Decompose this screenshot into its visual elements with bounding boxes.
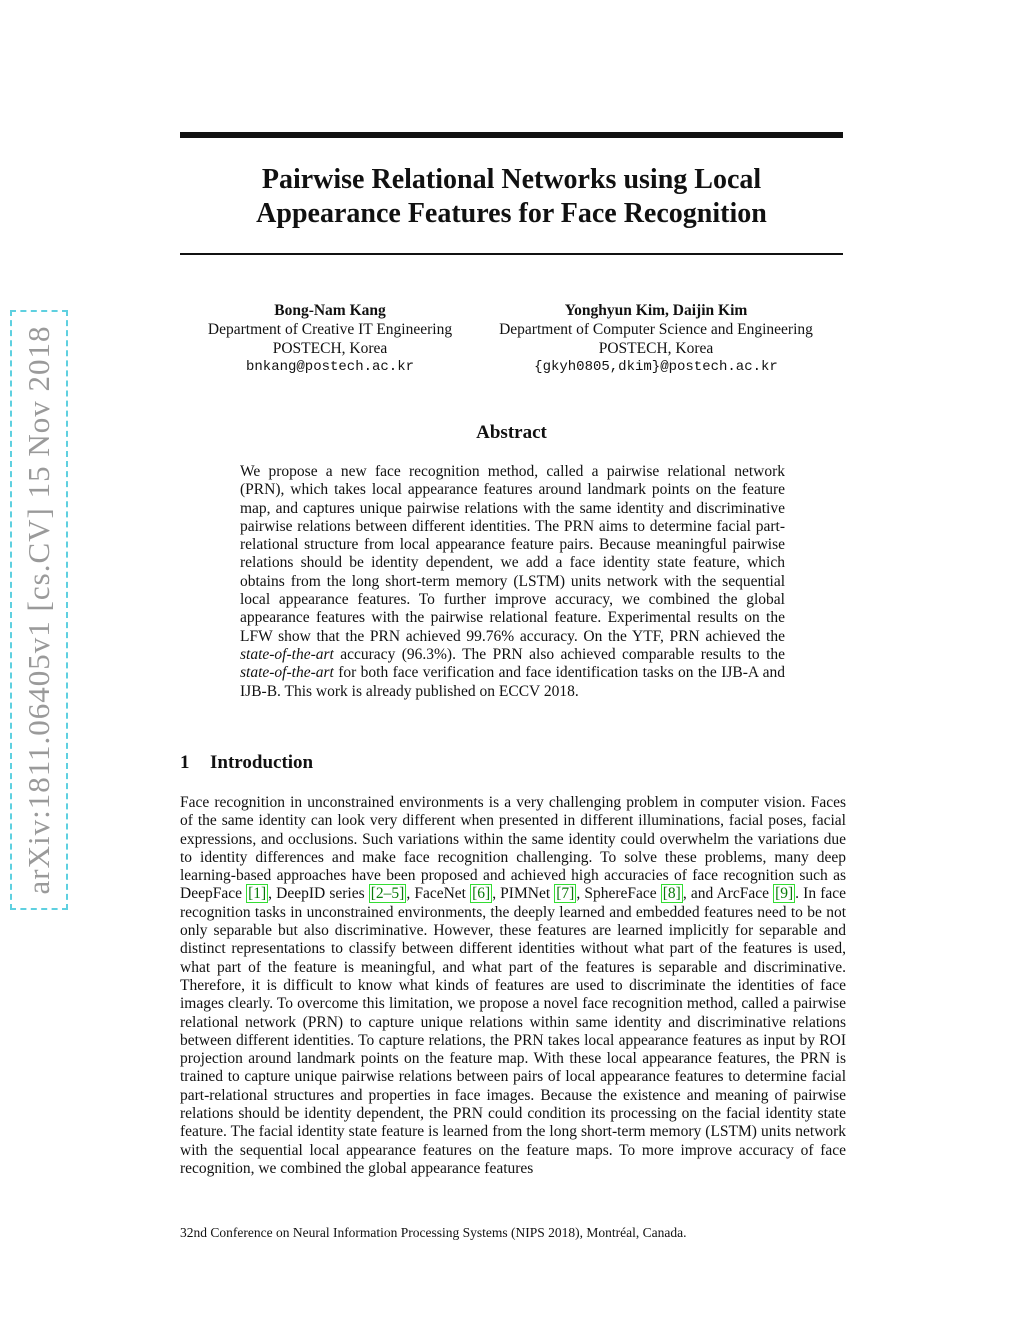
author-institution: POSTECH, Korea: [598, 340, 714, 357]
citation-link[interactable]: [1]: [248, 885, 267, 903]
intro-text: Face recognition in unconstrained environments is a very challenging problem in computer vision. Faces of the same identity can look very different when presented in different illuminations, facial poses, facial expressions, and occlusions. Such variations within the same identity could overwhelm the variations due to identity differences and make face recognition challenging. To solve these problems, many deep learning-based approaches have been proposed and achieved high accuracies of face recognition such as DeepFace: [180, 794, 846, 903]
intro-text: , FaceNet: [406, 885, 471, 903]
author-block-1: [190, 301, 470, 377]
abstract-text: for both face verification and face identification tasks on the IJB-A and IJB-B. This work is already published on ECCV 2018.: [240, 664, 785, 700]
section-title: Introduction: [210, 752, 314, 773]
title-line-2: Appearance Features for Face Recognition: [256, 198, 767, 229]
citation-link[interactable]: [8]: [662, 885, 681, 903]
author-institution: POSTECH, Korea: [272, 340, 388, 357]
author-name: Yonghyun Kim, Daijin Kim: [564, 302, 748, 319]
section-heading-introduction: [180, 752, 313, 774]
abstract-emphasis: state-of-the-art: [240, 664, 334, 682]
paper-title: [180, 163, 843, 231]
title-line-1: Pairwise Relational Networks using Local: [261, 164, 762, 195]
abstract-text: accuracy (96.3%). The PRN also achieved comparable results to the: [333, 645, 785, 663]
abstract-text: We propose a new face recognition method, called a pairwise relational network (PRN), which takes local appearance features around landmark points on the feature map, and captures unique pairwise relations with the same identity and discriminative pairwise relations between different identities. The PRN aims to determine facial part-relational structure from local appearance feature pairs. Because meaningful pairwise relations should be identity dependent, we add a face identity state feature, which obtains from the long short-term memory (LSTM) units network with the sequential local appearance features. To further improve accuracy, we combined the global appearance features with the pairwise relational feature. Experimental results on the LFW show that the PRN achieved 99.76% accuracy. On the YTF, PRN achieved the: [240, 463, 785, 645]
intro-text: , and ArcFace: [682, 885, 774, 903]
citation-link[interactable]: [7]: [556, 885, 575, 903]
author-affiliation: Department of Computer Science and Engineering: [499, 321, 813, 338]
author-name: Bong-Nam Kang: [274, 302, 386, 319]
author-affiliation: Department of Creative IT Engineering: [207, 321, 453, 338]
arxiv-stamp-text: arXiv:1811.06405v1 [cs.CV] 15 Nov 2018: [21, 325, 56, 895]
abstract-heading: Abstract: [476, 422, 547, 443]
intro-text: , DeepID series: [268, 885, 369, 903]
title-rule-bottom: [180, 253, 843, 255]
citation-link[interactable]: [2–5]: [370, 885, 405, 903]
intro-text: . In face recognition tasks in unconstrained environments, the deeply learned and embedded features need to be not only separable but also discriminative. However, these features are learned implicitly for separable and distinct representations to classify between different identities without what part of the features is used, what part of the feature is meaningful, and what part of the features is separable and discriminative. Therefore, it is difficult to know what kinds of features are used to discriminate the identities of face images clearly. To overcome this limitation, we propose a novel face recognition method, called a pairwise relational network (PRN) to capture unique relations within same identity and discriminative relations between different identities. To capture relations, the PRN takes local appearance features as input by ROI projection around landmark points on the feature map. With these local appearance features, the PRN is trained to capture unique pairwise relations between pairs of local appearance features to determine facial part-relational structures and properties in face images. Because the existence and meaning of pairwise relations should be identity dependent, the PRN could condition its processing on the facial identity state feature. The facial identity state feature is learned from the long short-term memory (LSTM) units network with the sequential local appearance features on the feature maps. To more improve accuracy of face recognition, we combined the global appearance features: [180, 885, 846, 1177]
citation-link[interactable]: [6]: [472, 885, 491, 903]
intro-text: , PIMNet: [492, 885, 555, 903]
intro-text: , SphereFace: [576, 885, 661, 903]
author-email: bnkang@postech.ac.kr: [245, 359, 415, 375]
section-number: 1: [180, 752, 190, 773]
citation-link[interactable]: [9]: [775, 885, 794, 903]
author-block-2: [470, 301, 842, 377]
title-rule-top: [180, 132, 843, 138]
abstract-body: [240, 463, 785, 701]
abstract-emphasis: state-of-the-art: [240, 645, 334, 663]
author-email: {gkyh0805,dkim}@postech.ac.kr: [534, 359, 778, 375]
arxiv-stamp: [10, 310, 68, 910]
introduction-body: [180, 794, 846, 1178]
conference-footnote: 32nd Conference on Neural Information Processing Systems (NIPS 2018), Montréal, Canada.: [180, 1225, 687, 1240]
